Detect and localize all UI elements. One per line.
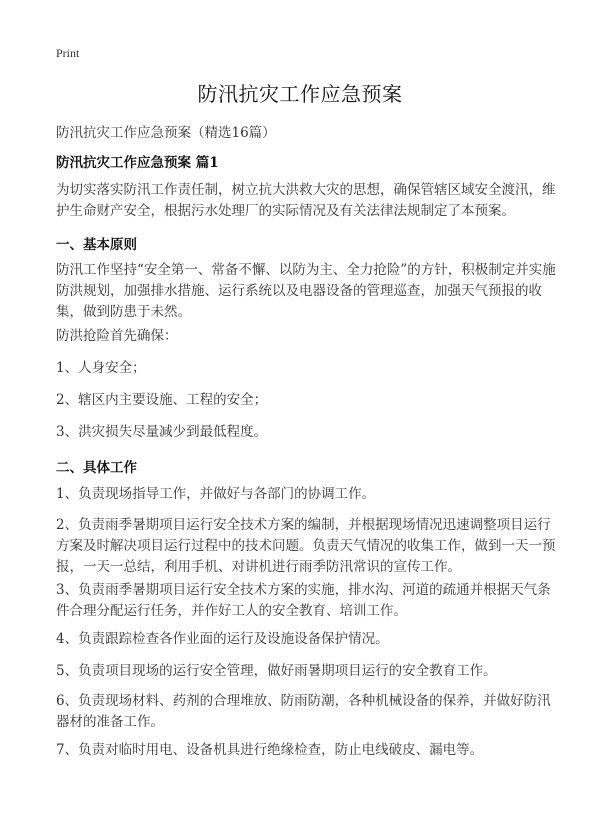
task-item: 7、负责对临时用电、设备机具进行绝缘检查，防止电线破皮、漏电等。 — [56, 742, 484, 758]
article-heading: 防汛抗灾工作应急预案 篇1 — [56, 155, 219, 171]
priority-item: 1、人身安全； — [56, 360, 146, 376]
section-heading-principles: 一、基本原则 — [56, 237, 137, 253]
task-item: 4、负责跟踪检查各作业面的运行及设施设备保护情况。 — [56, 631, 389, 647]
task-item: 5、负责项目现场的运行安全管理，做好雨暑期项目运行的安全教育工作。 — [56, 663, 497, 679]
task-item: 6、负责现场材料、药剂的合理堆放、防雨防潮，各种机械设备的保养，并做好防汛器材的准备工作。 — [56, 693, 551, 730]
principles-paragraph: 防汛工作坚持“安全第一、常备不懈、以防为主、全力抢险”的方针，积极制定并实施防洪规划，加强排水措施、运行系统以及电器设备的管理巡查，加强天气预报的收集，做到防患于未然。 — [56, 262, 556, 320]
task-item: 2、负责雨季暑期项目运行安全技术方案的编制，并根据现场情况迅速调整项目运行方案及时解决项目运行过程中的技术问题。负责天气情况的收集工作，做到一天一预报，一天一总结，利用手机、对讲机进行雨季防汛常识的宣传工作。 — [56, 517, 556, 575]
priority-item: 3、洪灾损失尽量减少到最低程度。 — [56, 424, 268, 440]
task-item: 3、负责雨季暑期项目运行安全技术方案的实施，排水沟、河道的疏通并根据天气条件合理分配运行任务，并作好工人的安全教育、培训工作。 — [56, 582, 551, 619]
task-item: 1、负责现场指导工作，并做好与各部门的协调工作。 — [56, 486, 376, 502]
priority-item: 2、辖区内主要设施、工程的安全； — [56, 392, 268, 408]
document-subtitle: 防汛抗灾工作应急预案（精选16篇） — [56, 125, 276, 141]
document-title: 防汛抗灾工作应急预案 — [197, 82, 403, 106]
intro-paragraph: 为切实落实防汛工作责任制，树立抗大洪救大灾的思想，确保管辖区域安全渡汛，维护生命财产安全，根据污水处理厂的实际情况及有关法律法规制定了本预案。 — [56, 182, 556, 219]
priority-intro: 防洪抢险首先确保： — [56, 328, 178, 344]
section-heading-tasks: 二、具体工作 — [56, 460, 137, 476]
print-label: Print — [56, 46, 80, 60]
